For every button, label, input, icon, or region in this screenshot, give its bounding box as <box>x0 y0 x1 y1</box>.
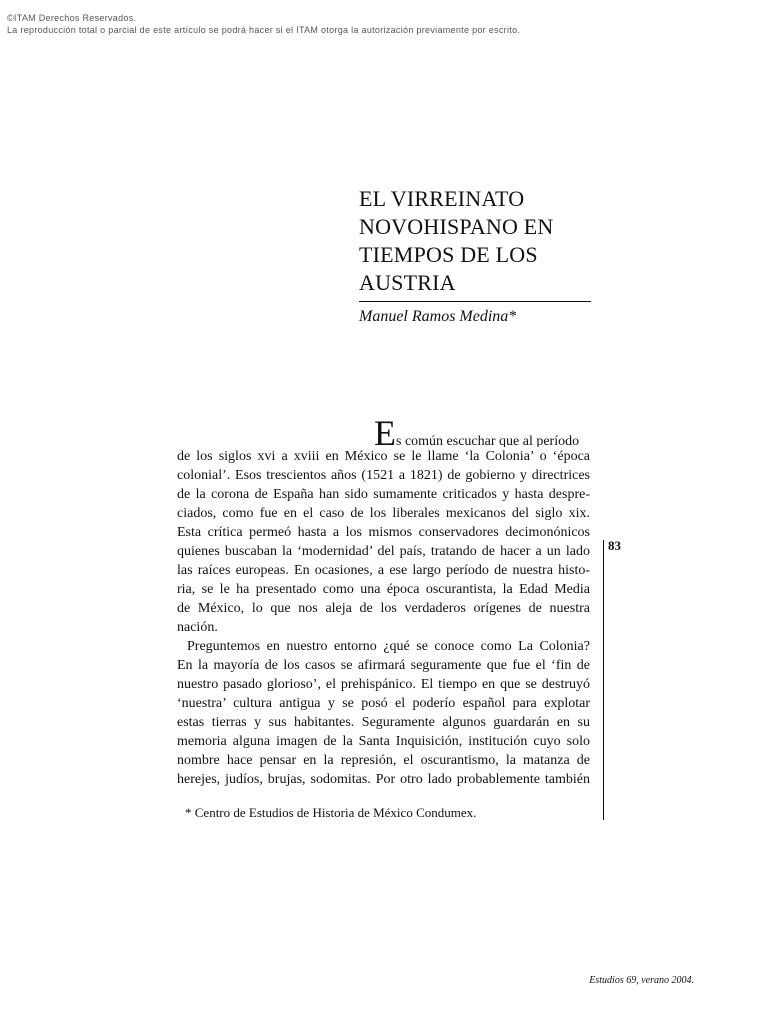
article-body <box>177 420 590 789</box>
title-line-1: EL VIRREINATO <box>359 186 525 211</box>
body-line: En la mayoría de los casos se afirmará seguramente que fue el ‘fin de <box>177 658 590 673</box>
title-line-2: NOVOHISPANO EN <box>359 214 554 239</box>
copyright-line-1: ©ITAM Derechos Reservados. <box>7 13 137 23</box>
title-line-3: TIEMPOS DE LOS <box>359 242 538 267</box>
article-title <box>359 185 591 297</box>
footnote: * Centro de Estudios de Historia de México Condumex. <box>185 805 477 820</box>
body-line: las raíces europeas. En ocasiones, a ese largo período de nuestra histo- <box>177 563 590 578</box>
margin-rule <box>603 540 604 820</box>
body-line: Esta crítica permeó hasta a los mismos conservadores decimonónicos <box>177 525 590 540</box>
body-line: herejes, judíos, brujas, sodomitas. Por otro lado probablemente también <box>177 772 590 787</box>
journal-footer: Estudios 69, verano 2004. <box>589 975 694 986</box>
copyright-notice <box>7 12 520 36</box>
body-line: estas tierras y sus habitantes. Seguramente algunos guardarán en su <box>177 715 590 730</box>
page-number: 83 <box>608 538 621 553</box>
drop-cap: E <box>374 420 396 447</box>
body-line: nación. <box>177 620 218 635</box>
first-line <box>177 420 590 447</box>
author-name: Manuel Ramos Medina* <box>359 308 517 325</box>
body-line: ‘nuestra’ cultura antigua y se posó el poderío español para explotar <box>177 696 590 711</box>
title-line-4: AUSTRIA <box>359 270 456 295</box>
article-header <box>359 185 591 327</box>
body-line: memoria alguna imagen de la Santa Inquisición, institución cuyo solo <box>177 734 590 749</box>
body-line: de los siglos xvi a xviii en México se le llame ‘la Colonia’ o ‘época <box>177 449 590 464</box>
body-line: ciados, como fue en el caso de los liberales mexicanos del siglo xix. <box>177 506 590 521</box>
copyright-line-2: La reproducción total o parcial de este artículo se podrá hacer si el ITAM otorga la autorización previamente por escrito. <box>7 25 521 35</box>
body-line: Preguntemos en nuestro entorno ¿qué se conoce como La Colonia? <box>187 639 590 654</box>
body-line: nuestro pasado glorioso’, el prehispánico. El tiempo en que se destruyó <box>177 677 590 692</box>
first-line-text: s común escuchar que al período <box>396 434 580 447</box>
title-divider <box>359 301 591 302</box>
body-line: colonial’. Esos trescientos años (1521 a 1821) de gobierno y directrices <box>177 468 590 483</box>
body-line: ria, se le ha presentado como una época oscurantista, la Edad Media <box>177 582 590 597</box>
body-line: quienes buscaban la ‘modernidad’ del país, tratando de hacer a un lado <box>177 544 590 559</box>
body-line: de México, lo que nos aleja de los verdaderos orígenes de nuestra <box>177 601 590 616</box>
body-line: de la corona de España han sido sumamente criticados y hasta despre- <box>177 487 590 502</box>
body-line: nombre hace pensar en la represión, el oscurantismo, la matanza de <box>177 753 590 768</box>
